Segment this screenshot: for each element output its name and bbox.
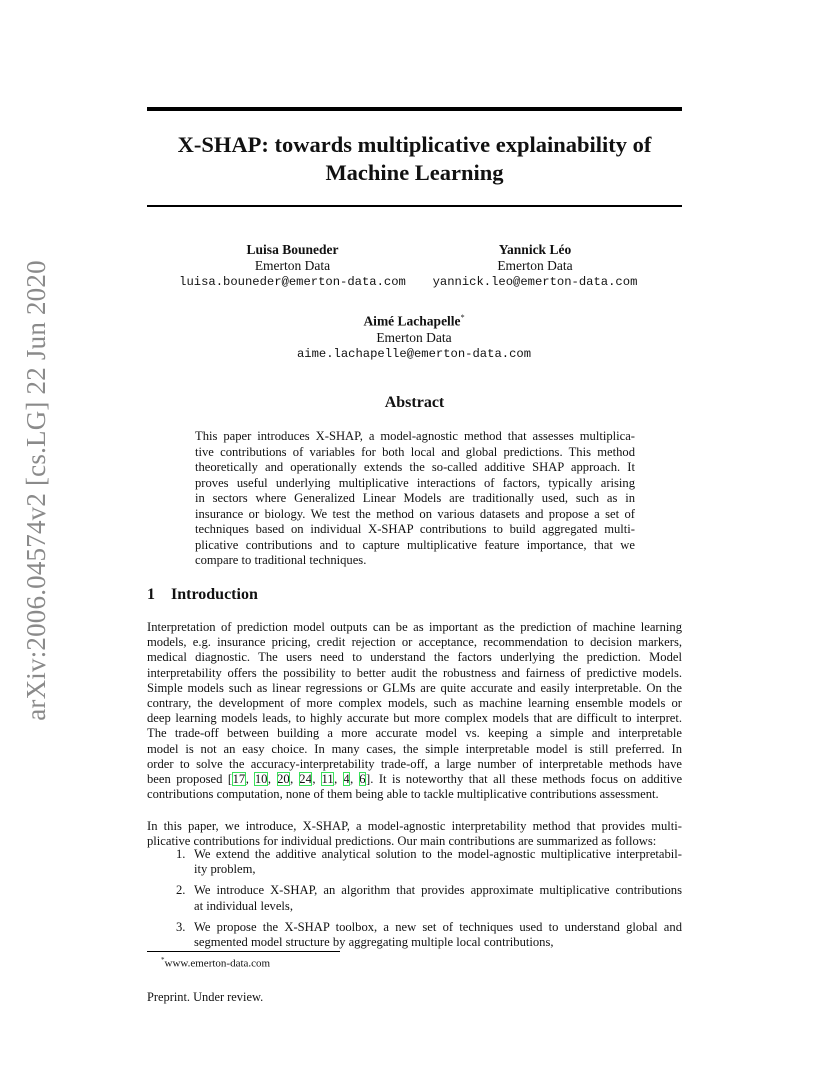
section-heading-introduction bbox=[147, 586, 258, 604]
paragraph-line: Simple models such as linear regressions or GLMs are quite accurate and easily interpretable. On the bbox=[147, 680, 682, 695]
intro-paragraph-1 bbox=[147, 620, 682, 802]
citation-prefix: been proposed [ bbox=[147, 772, 233, 787]
abstract-line: in sectors where Generalized Linear Models are traditionally used, such as in bbox=[195, 491, 635, 505]
citation-link[interactable]: 6 bbox=[359, 772, 366, 787]
list-line: We introduce X-SHAP, an algorithm that provides approximate multiplicative contributions bbox=[194, 883, 682, 898]
intro-paragraph-2 bbox=[147, 819, 682, 849]
footnote bbox=[161, 954, 270, 971]
title-bottom-rule bbox=[147, 205, 682, 207]
author-affiliation: Emerton Data bbox=[376, 329, 452, 345]
title-line-2: Machine Learning bbox=[325, 160, 504, 185]
abstract-heading: Abstract bbox=[384, 394, 445, 411]
author-name: Aimé Lachapelle bbox=[363, 313, 461, 329]
section-number: 1 bbox=[147, 586, 155, 603]
author-email[interactable]: luisa.bouneder@emerton-data.com bbox=[179, 275, 406, 289]
list-line: We extend the additive analytical solution to the model-agnostic multiplicative interpretabil- bbox=[194, 847, 682, 861]
abstract-line: theoretically and operationally extends the so-called additive SHAP approach. It bbox=[195, 460, 635, 474]
abstract-line: techniques based on individual X-SHAP contributions to build aggregated multi- bbox=[195, 522, 635, 536]
paragraph-line: plicative contributions for individual predictions. Our main contributions are summarized as follows: bbox=[147, 834, 657, 849]
paragraph-line: medical diagnostic. The users need to understand the factors underlying the prediction. Model bbox=[147, 650, 682, 665]
footnote-mark[interactable]: * bbox=[460, 313, 465, 322]
author-block-leo bbox=[400, 242, 670, 290]
paragraph-line: contributions computation, none of them being able to tackle multiplicative contributions assessment. bbox=[147, 787, 659, 802]
abstract-line: This paper introduces X-SHAP, a model-agnostic method that assesses multiplica- bbox=[195, 429, 635, 443]
citation-link[interactable]: 10 bbox=[254, 772, 268, 787]
citation-link[interactable]: 11 bbox=[321, 772, 334, 787]
abstract-line: proves useful underlying multiplicative interactions of factors, typically arising bbox=[195, 475, 635, 490]
paragraph-line: Interpretation of prediction model outputs can be as important as the prediction of machine learning bbox=[147, 620, 682, 634]
list-number: 2. bbox=[176, 883, 186, 898]
abstract-body bbox=[195, 429, 635, 569]
arxiv-identifier bbox=[16, 259, 56, 721]
list-line: ity problem, bbox=[194, 862, 256, 877]
paragraph-line: The trade-off between building a more accurate model vs. keeping a simple and interpretable bbox=[147, 726, 682, 741]
list-number: 3. bbox=[176, 919, 186, 934]
abstract-line: compare to traditional techniques. bbox=[195, 553, 367, 567]
list-number: 1. bbox=[176, 847, 186, 861]
preprint-note: Preprint. Under review. bbox=[147, 990, 264, 1004]
footnote-text[interactable]: www.emerton-data.com bbox=[164, 957, 271, 970]
list-item bbox=[176, 847, 682, 877]
paragraph-line: interpretability offers the possibility to better audit the robustness and fairness of predictive models. bbox=[147, 665, 682, 680]
abstract-line: plicative contributions and to capture multiplicative feature importance, that we bbox=[195, 537, 635, 552]
paragraph-line: contrary, the development of more complex models, such as machine learning ensemble models or bbox=[147, 696, 682, 711]
author-affiliation: Emerton Data bbox=[497, 258, 573, 273]
author-block-lachapelle bbox=[280, 310, 548, 362]
author-affiliation: Emerton Data bbox=[254, 258, 331, 273]
list-line: We propose the X-SHAP toolbox, a new set of techniques used to understand global and bbox=[194, 919, 682, 934]
paper-title bbox=[147, 131, 682, 187]
title-line-1: X-SHAP: towards multiplicative explainability of bbox=[177, 132, 652, 157]
paragraph-line-with-citations: been proposed [17, 10, 20, 24, 11, 4, 6]. It is noteworthy that all these methods focus on additive bbox=[147, 772, 683, 787]
paragraph-line: In this paper, we introduce, X-SHAP, a model-agnostic interpretability method that provides multi- bbox=[147, 819, 682, 833]
citation-link[interactable]: 24 bbox=[299, 772, 312, 787]
author-name: Yannick Léo bbox=[498, 242, 572, 257]
citation-link[interactable]: 20 bbox=[277, 772, 290, 787]
author-name: Luisa Bouneder bbox=[246, 242, 339, 257]
citation-link[interactable]: 17 bbox=[232, 772, 246, 787]
citation-link[interactable]: 4 bbox=[343, 772, 350, 787]
arxiv-identifier-text: arXiv:2006.04574v2 [cs.LG] 22 Jun 2020 bbox=[20, 259, 51, 721]
list-item bbox=[176, 883, 682, 913]
citation-suffix: ]. It is noteworthy that all these methods focus on additive bbox=[366, 772, 683, 787]
abstract-line: tive contributions of variables for both local and global predictions. This method bbox=[195, 444, 635, 459]
list-line: segmented model structure by aggregating multiple local contributions, bbox=[194, 935, 554, 950]
paragraph-line: deep learning models leads, to highly accurate but more complex models that are difficult to interpret. bbox=[147, 711, 682, 726]
paragraph-line: models, e.g. insurance pricing, credit rejection or acceptance, recommendation to decision markers, bbox=[147, 635, 682, 650]
abstract-line: insurance or biology. We test the method on various datasets and propose a set of bbox=[195, 506, 635, 521]
paragraph-line: order to solve the accuracy-interpretability trade-off, a large number of interpretable methods have bbox=[147, 756, 682, 771]
section-title: Introduction bbox=[171, 586, 258, 603]
contributions-list bbox=[176, 847, 682, 956]
author-name-row bbox=[280, 310, 548, 330]
list-line: at individual levels, bbox=[194, 898, 293, 913]
author-email[interactable]: aime.lachapelle@emerton-data.com bbox=[296, 346, 532, 361]
paragraph-line: model is not an easy choice. In many cases, the simple interpretable model is still preferred. In bbox=[147, 741, 682, 756]
list-item bbox=[176, 920, 682, 950]
footnote-mark: * bbox=[161, 956, 165, 964]
author-email[interactable]: yannick.leo@emerton-data.com bbox=[432, 275, 638, 289]
author-block-bouneder bbox=[160, 242, 425, 290]
title-top-rule bbox=[147, 107, 682, 111]
footnote-rule bbox=[147, 951, 340, 952]
